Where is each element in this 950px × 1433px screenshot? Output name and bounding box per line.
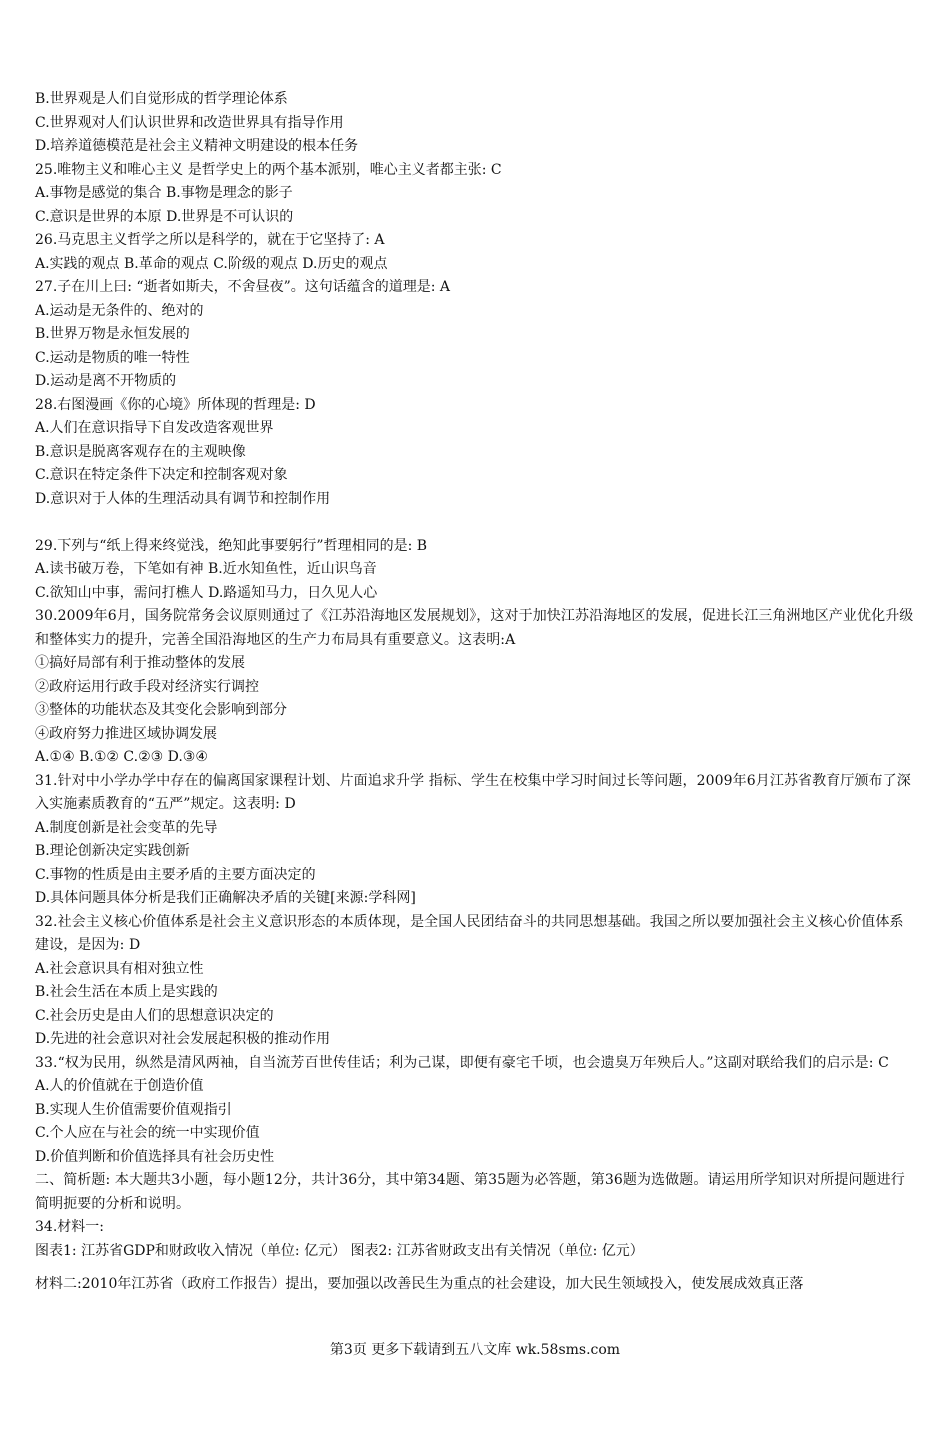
- option-line: C.运动是物质的唯一特性: [35, 349, 190, 366]
- statement-line: ④政府努力推进区域协调发展: [35, 725, 217, 742]
- question-31: 31.针对中小学办学中存在的偏离国家课程计划、片面追求升学 指标、学生在校集中学习时间过长等问题，2009年6月江苏省教育厅颁布了深入实施素质教育的“五严”规定。这表明: D: [35, 772, 911, 812]
- option-line: A.社会意识具有相对独立性: [35, 960, 204, 977]
- option-line: D.运动是离不开物质的: [35, 373, 177, 389]
- option-line: A.①④ B.①② C.②③ D.③④: [35, 749, 208, 765]
- question-29: 29.下列与“纸上得来终觉浅，绝知此事要躬行”哲理相同的是: B: [35, 537, 428, 554]
- text-line: D.培养道德模范是社会主义精神文明建设的根本任务: [35, 138, 359, 154]
- option-line: C.意识是世界的本原 D.世界是不可认识的: [35, 208, 294, 225]
- option-line: C.意识在特定条件下决定和控制客观对象: [35, 467, 288, 483]
- option-line: A.事物是感觉的集合 B.事物是理念的影子: [35, 185, 293, 201]
- statement-line: ①搞好局部有利于推动整体的发展: [35, 655, 245, 671]
- option-line: A.运动是无条件的、绝对的: [35, 302, 204, 319]
- option-line: D.先进的社会意识对社会发展起积极的推动作用: [35, 1031, 331, 1047]
- page-footer: 第3页 更多下载请到五八文库 wk.58sms.com: [329, 1342, 621, 1358]
- option-line: C.欲知山中事，需问打樵人 D.路遥知马力，日久见人心: [35, 584, 378, 601]
- question-26: 26.马克思主义哲学之所以是科学的，就在于它坚持了: A: [35, 232, 385, 248]
- statement-line: ②政府运用行政手段对经济实行调控: [35, 678, 259, 695]
- question-28: 28.右图漫画《你的心境》所体现的哲理是: D: [35, 396, 316, 413]
- question-25: 25.唯物主义和唯心主义 是哲学史上的两个基本派别，唯心主义者都主张: C: [35, 161, 502, 178]
- option-line: D.具体问题具体分析是我们正确解决矛盾的关键[来源:学科网]: [35, 890, 416, 906]
- question-27: 27.子在川上曰: “逝者如斯夫，不舍昼夜”。这句话蕴含的道理是: A: [35, 279, 451, 295]
- section-heading: 二、简析题: 本大题共3小题，每小题12分，共计36分，其中第34题、第35题为必答题，第36题为选做题。请运用所学知识对所提问题进行简明扼要的分析和说明。: [35, 1172, 905, 1212]
- option-line: D.意识对于人体的生理活动具有调节和控制作用: [35, 490, 331, 507]
- option-line: B.社会生活在本质上是实践的: [35, 984, 218, 1000]
- option-line: C.个人应在与社会的统一中实现价值: [35, 1125, 260, 1141]
- material-two: 材料二:2010年江苏省（政府工作报告）提出，要加强以改善民生为重点的社会建设，加大民生领域投入，使发展成效真正落: [35, 1276, 804, 1292]
- option-line: A.人们在意识指导下自发改造客观世界: [35, 420, 274, 436]
- option-line: B.意识是脱离客观存在的主观映像: [35, 443, 246, 460]
- question-33: 33.“权为民用，纵然是清风两袖，自当流芳百世传佳话；利为己谋，即便有豪宅千顷，也会遗臭万年殃后人。”这副对联给我们的启示是: C: [35, 1054, 889, 1071]
- option-line: C.事物的性质是由主要矛盾的主要方面决定的: [35, 866, 316, 883]
- option-line: B.世界万物是永恒发展的: [35, 326, 190, 342]
- text-line: B.世界观是人们自觉形成的哲学理论体系: [35, 91, 288, 107]
- chart-caption: 图表1: 江苏省GDP和财政收入情况（单位: 亿元） 图表2: 江苏省财政支出有关情况（单位: 亿元）: [35, 1242, 644, 1259]
- document-body: [35, 88, 915, 1297]
- option-line: A.读书破万卷，下笔如有神 B.近水知鱼性，近山识鸟音: [35, 561, 377, 577]
- option-line: B.实现人生价值需要价值观指引: [35, 1101, 232, 1118]
- option-line: C.社会历史是由人们的思想意识决定的: [35, 1007, 274, 1024]
- option-line: A.实践的观点 B.革命的观点 C.阶级的观点 D.历史的观点: [35, 255, 388, 272]
- option-line: B.理论创新决定实践创新: [35, 843, 190, 859]
- option-line: A.人的价值就在于创造价值: [35, 1078, 204, 1094]
- spacer: [35, 1263, 915, 1273]
- text-line: C.世界观对人们认识世界和改造世界具有指导作用: [35, 114, 344, 131]
- question-32: 32.社会主义核心价值体系是社会主义意识形态的本质体现，是全国人民团结奋斗的共同思想基础。我国之所以要加强社会主义核心价值体系建设，是因为: D: [35, 913, 904, 953]
- blank-line: [35, 511, 915, 535]
- option-line: A.制度创新是社会变革的先导: [35, 819, 218, 836]
- question-34: 34.材料一:: [35, 1219, 104, 1235]
- option-line: D.价值判断和价值选择具有社会历史性: [35, 1148, 275, 1165]
- question-30: 30.2009年6月，国务院常务会议原则通过了《江苏沿海地区发展规划》，这对于加快江苏沿海地区的发展，促进长江三角洲地区产业优化升级和整体实力的提升，完善全国沿海地区的生产力布局具有重要意义。这表明:A: [35, 608, 914, 648]
- statement-line: ③整体的功能状态及其变化会影响到部分: [35, 702, 287, 718]
